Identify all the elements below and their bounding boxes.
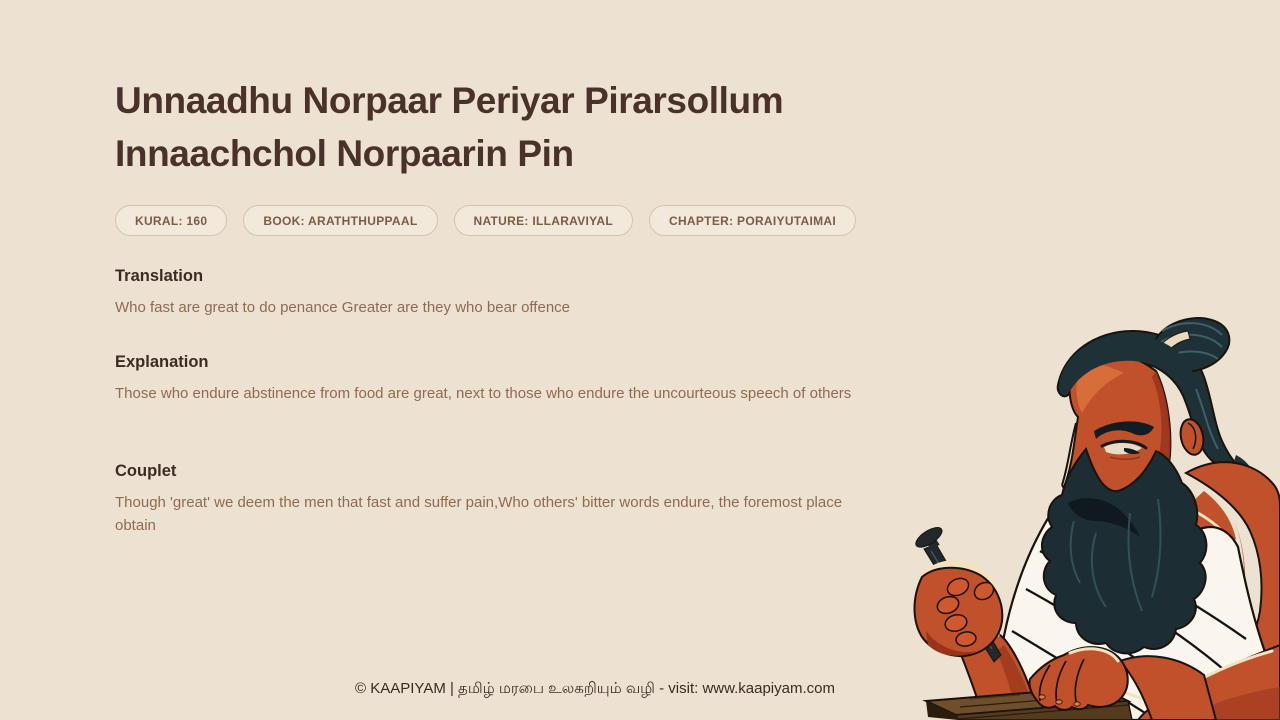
fingernail — [1056, 700, 1062, 704]
translation-text: Who fast are great to do penance Greater are they who bear offence — [115, 299, 571, 316]
footer-copyright: © KAAPIYAM | தமிழ் மரபை உலகறியும் வழி - visit: www.kaapiyam.com — [355, 680, 835, 697]
fingernail — [1074, 702, 1080, 706]
explanation-text: Those who endure abstinence from food are great, next to those who endure the uncourteous speech of others — [115, 385, 852, 402]
translation-section — [115, 266, 875, 320]
translation-heading: Translation — [115, 267, 204, 285]
title-line-2: Innaachchol Norpaarin Pin — [115, 133, 574, 174]
title-line-1: Unnaadhu Norpaar Periyar Pirarsollum — [115, 80, 784, 121]
badge-kural: KURAL: 160 — [115, 205, 227, 236]
fingernail — [1039, 695, 1045, 699]
explanation-heading: Explanation — [115, 353, 209, 371]
couplet-section — [115, 461, 875, 537]
badge-row — [115, 205, 856, 236]
badge-book: BOOK: ARATHTHUPPAAL — [243, 205, 437, 236]
thiruvalluvar-illustration — [900, 315, 1280, 720]
badge-chapter: CHAPTER: PORAIYUTAIMAI — [649, 205, 856, 236]
explanation-section — [115, 352, 875, 406]
couplet-text: Though 'great' we deem the men that fast and suffer pain,Who others' bitter words endure, the foremost place obtain — [115, 494, 843, 534]
page-title — [115, 74, 783, 180]
couplet-heading: Couplet — [115, 462, 177, 480]
badge-nature: NATURE: ILLARAVIYAL — [454, 205, 633, 236]
